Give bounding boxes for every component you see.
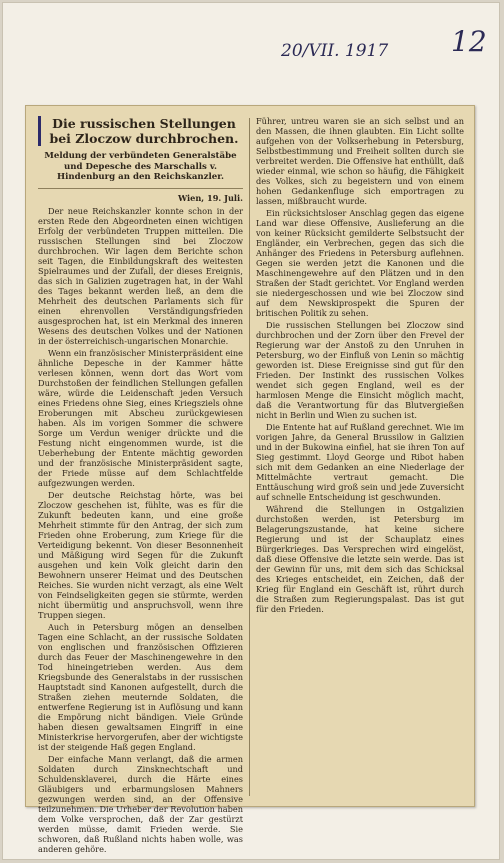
article-dateline: Wien, 19. Juli. [177,192,243,203]
article-paragraph: Wenn ein französischer Ministerpräsident eine ähnliche Depesche in der Kammer hätte verlesen können, wenn dort das Wort vom Durchstoßen der feindlichen Stellungen gefallen wäre, würde die Leidenschaft jeden Versuch eines Friedens ohne Sieg, eines Kriegsziels ohne Eroberungen mit Abscheu zurückgewiesen haben. Als im vorigen Sommer die schwere Sorge um Verdun weniger drückte und die Festung nicht eingenommen wurde, ist die Ueberhebung der Entente mächtig geworden und der französische Ministerpräsident sagte, der Friede müsse auf dem Schlachtfelde aufgezwungen werden. [38,347,243,488]
faded-stamp [127,9,277,35]
article-subhead: Meldung der verbündeten Generalstäbe und Depesche des Marschalls v. Hindenburg an den Reichskanzler. [44,151,237,182]
article-headline: Die russischen Stellungen bei Zloczow durchbrochen. [38,116,243,146]
article-paragraph: Auch in Petersburg mögen an denselben Tagen eine Schlacht, an der russische Soldaten von englischen und französischen Offizieren durch das Feuer der Maschinengewehre in den Tod hineingetrieben werden. Aus dem Kriegsbunde des Generalstabs in der russischen Hauptstadt sind Kanonen aufgestellt, durch die Straßen ziehen meuternde Soldaten, die entwerfene Regierung ist in Auflösung und kann die Empörung nicht bändigen. Viele Gründe haben diesen gewaltsamen Eingriff in eine Ministerkrise hervorgerufen, aber der wichtigste ist der steigende Haß gegen England. [38,621,243,752]
archive-sheet [2,2,500,860]
article-paragraph: Führer, untreu waren sie an sich selbst und an den Massen, die ihnen glaubten. Ein Licht sollte aufgehen von der Volkserhebung in Petersburg, Selbstbestimmung und Freiheit sollten durch sie verbreitet werden. Die Offensive hat enthüllt, daß wieder einmal, wie schon so häufig, die Fähigkeit des Volkes, sich zu begeistern und von einem hohen Gedankenfluge sich emportragen zu lassen, mißbraucht wurde. [256,116,464,206]
article-column-left [38,116,243,854]
article-column-right [256,116,464,800]
newspaper-clipping [25,105,475,854]
article-paragraph: Während die Stellungen in Ostgalizien durchstoßen werden, ist Petersburg im Belagerungszustande, hat keine sichere Regierung und ist der Schauplatz eines Bürgerkrieges. Das Versprechen wird eingelöst, daß diese Offensive die letzte sein werde. Das ist der Gewinn für uns, mit dem sich das Schicksal des Krieges entscheidet, ein Zeichen, daß der Krieg für England ein Geschäft ist, rührt durch die Straßen zum Regierungspalast. Das ist gut für den Frieden. [256,504,464,614]
article-paragraph: Der einfache Mann verlangt, daß die armen Soldaten durch Zinsknechtschaft und Schuldensklaverei, durch die Härte eines Gläubigers und erbarmungslosen Mahners gezwungen werden sind, an der Offensive teilzunehmen. Die Urheber der Revolution haben dem Volke versprochen, daß der Zar gestürzt werden müsse, damit Frieden werde. Sie schworen, daß Rußland nichts haben wolle, was anderen gehöre. [38,753,243,854]
column-divider [249,118,250,796]
headline-rule [38,188,243,189]
article-paragraph: Ein rücksichtsloser Anschlag gegen das eigene Land war diese Offensive, Auslieferung an die von keiner Rücksicht gemilderte Selbstsucht der Engländer, ein Verbrechen, gegen das sich die Anhänger des Friedens in Petersburg auflehnen. Gegen sie werden jetzt die Kanonen und die Maschinengewehre auf den Plätzen und in den Straßen der Stadt gerichtet. Vor England werden sie niedergeschossen und wie bei Zloczow sind auf dem Newskiprospekt die Spuren der britischen Politik zu sehen. [256,208,464,318]
article-paragraph: Die Entente hat auf Rußland gerechnet. Wie im vorigen Jahre, da General Brussilow in Galizien und in der Bukowina einfiel, hat sie ihren Ton auf Sieg gestimmt. Lloyd George und Ribot haben sich mit dem Gedanken an eine Niederlage der Mittelmächte vertraut gemacht. Die Enttäuschung wird groß sein und jede Zuversicht auf schnelle Entscheidung ist geschwunden. [256,422,464,502]
article-paragraph: Die russischen Stellungen bei Zloczow sind durchbrochen und der Zorn über den Frevel der Regierung war der Anstoß zu den Unruhen in Petersburg, wo der Einfluß von Lenin so mächtig geworden ist. Diese Ereignisse sind gut für den Frieden. Der Instinkt des russischen Volkes wendet sich gegen England, weil es der harmlosen Menge die Einsicht möglich macht, daß die Verantwortung für das Blutvergießen nicht in Berlin und Wien zu suchen ist. [256,320,464,420]
handwritten-page-number: 12 [451,25,487,58]
article-paragraph: Der deutsche Reichstag hörte, was bei Zloczow geschehen ist, fühlte, was es für die Zukunft bedeuten kann, und eine große Mehrheit stimmte für den Antrag, der sich zum Frieden ohne Eroberung, zum Kriege für die Verteidigung bekennt. Von dieser Besonnenheit und Mäßigung wird Segen für die Zukunft ausgehen und kein Volk gleicht darin den Bewohnern unserer Heimat und des Deutschen Reiches. Sie wurden nicht verzagt, als eine Welt von Feindseligkeiten gegen sie stürmte, werden nicht übermütig und anspruchsvoll, wenn ihre Truppen siegen. [38,489,243,620]
article-paragraph: Der neue Reichskanzler konnte schon in der ersten Rede den Abgeordneten einen wichtigen Erfolg der verbündeten Truppen mitteilen. Die russischen Stellungen sind bei Zloczow durchbrochen. Wir lagen dem Berichte schon seit Tagen, die Einbildungskraft des weitesten Spielraumes und der Zufall, der dieses Ereignis, das sich in Galizien zugetragen hat, in der Wahl des Tages bekannt werden ließ, an dem die Mehrheit des deutschen Parlaments sich für einen ehrenvollen Verständigungsfrieden ausgesprochen hat, ist ein Merkmal des inneren Wesens des deutschen Volkes und der Nationen in der österreichisch-ungarischen Monarchie. [38,205,243,346]
handwritten-date: 20/VII. 1917 [281,41,389,61]
